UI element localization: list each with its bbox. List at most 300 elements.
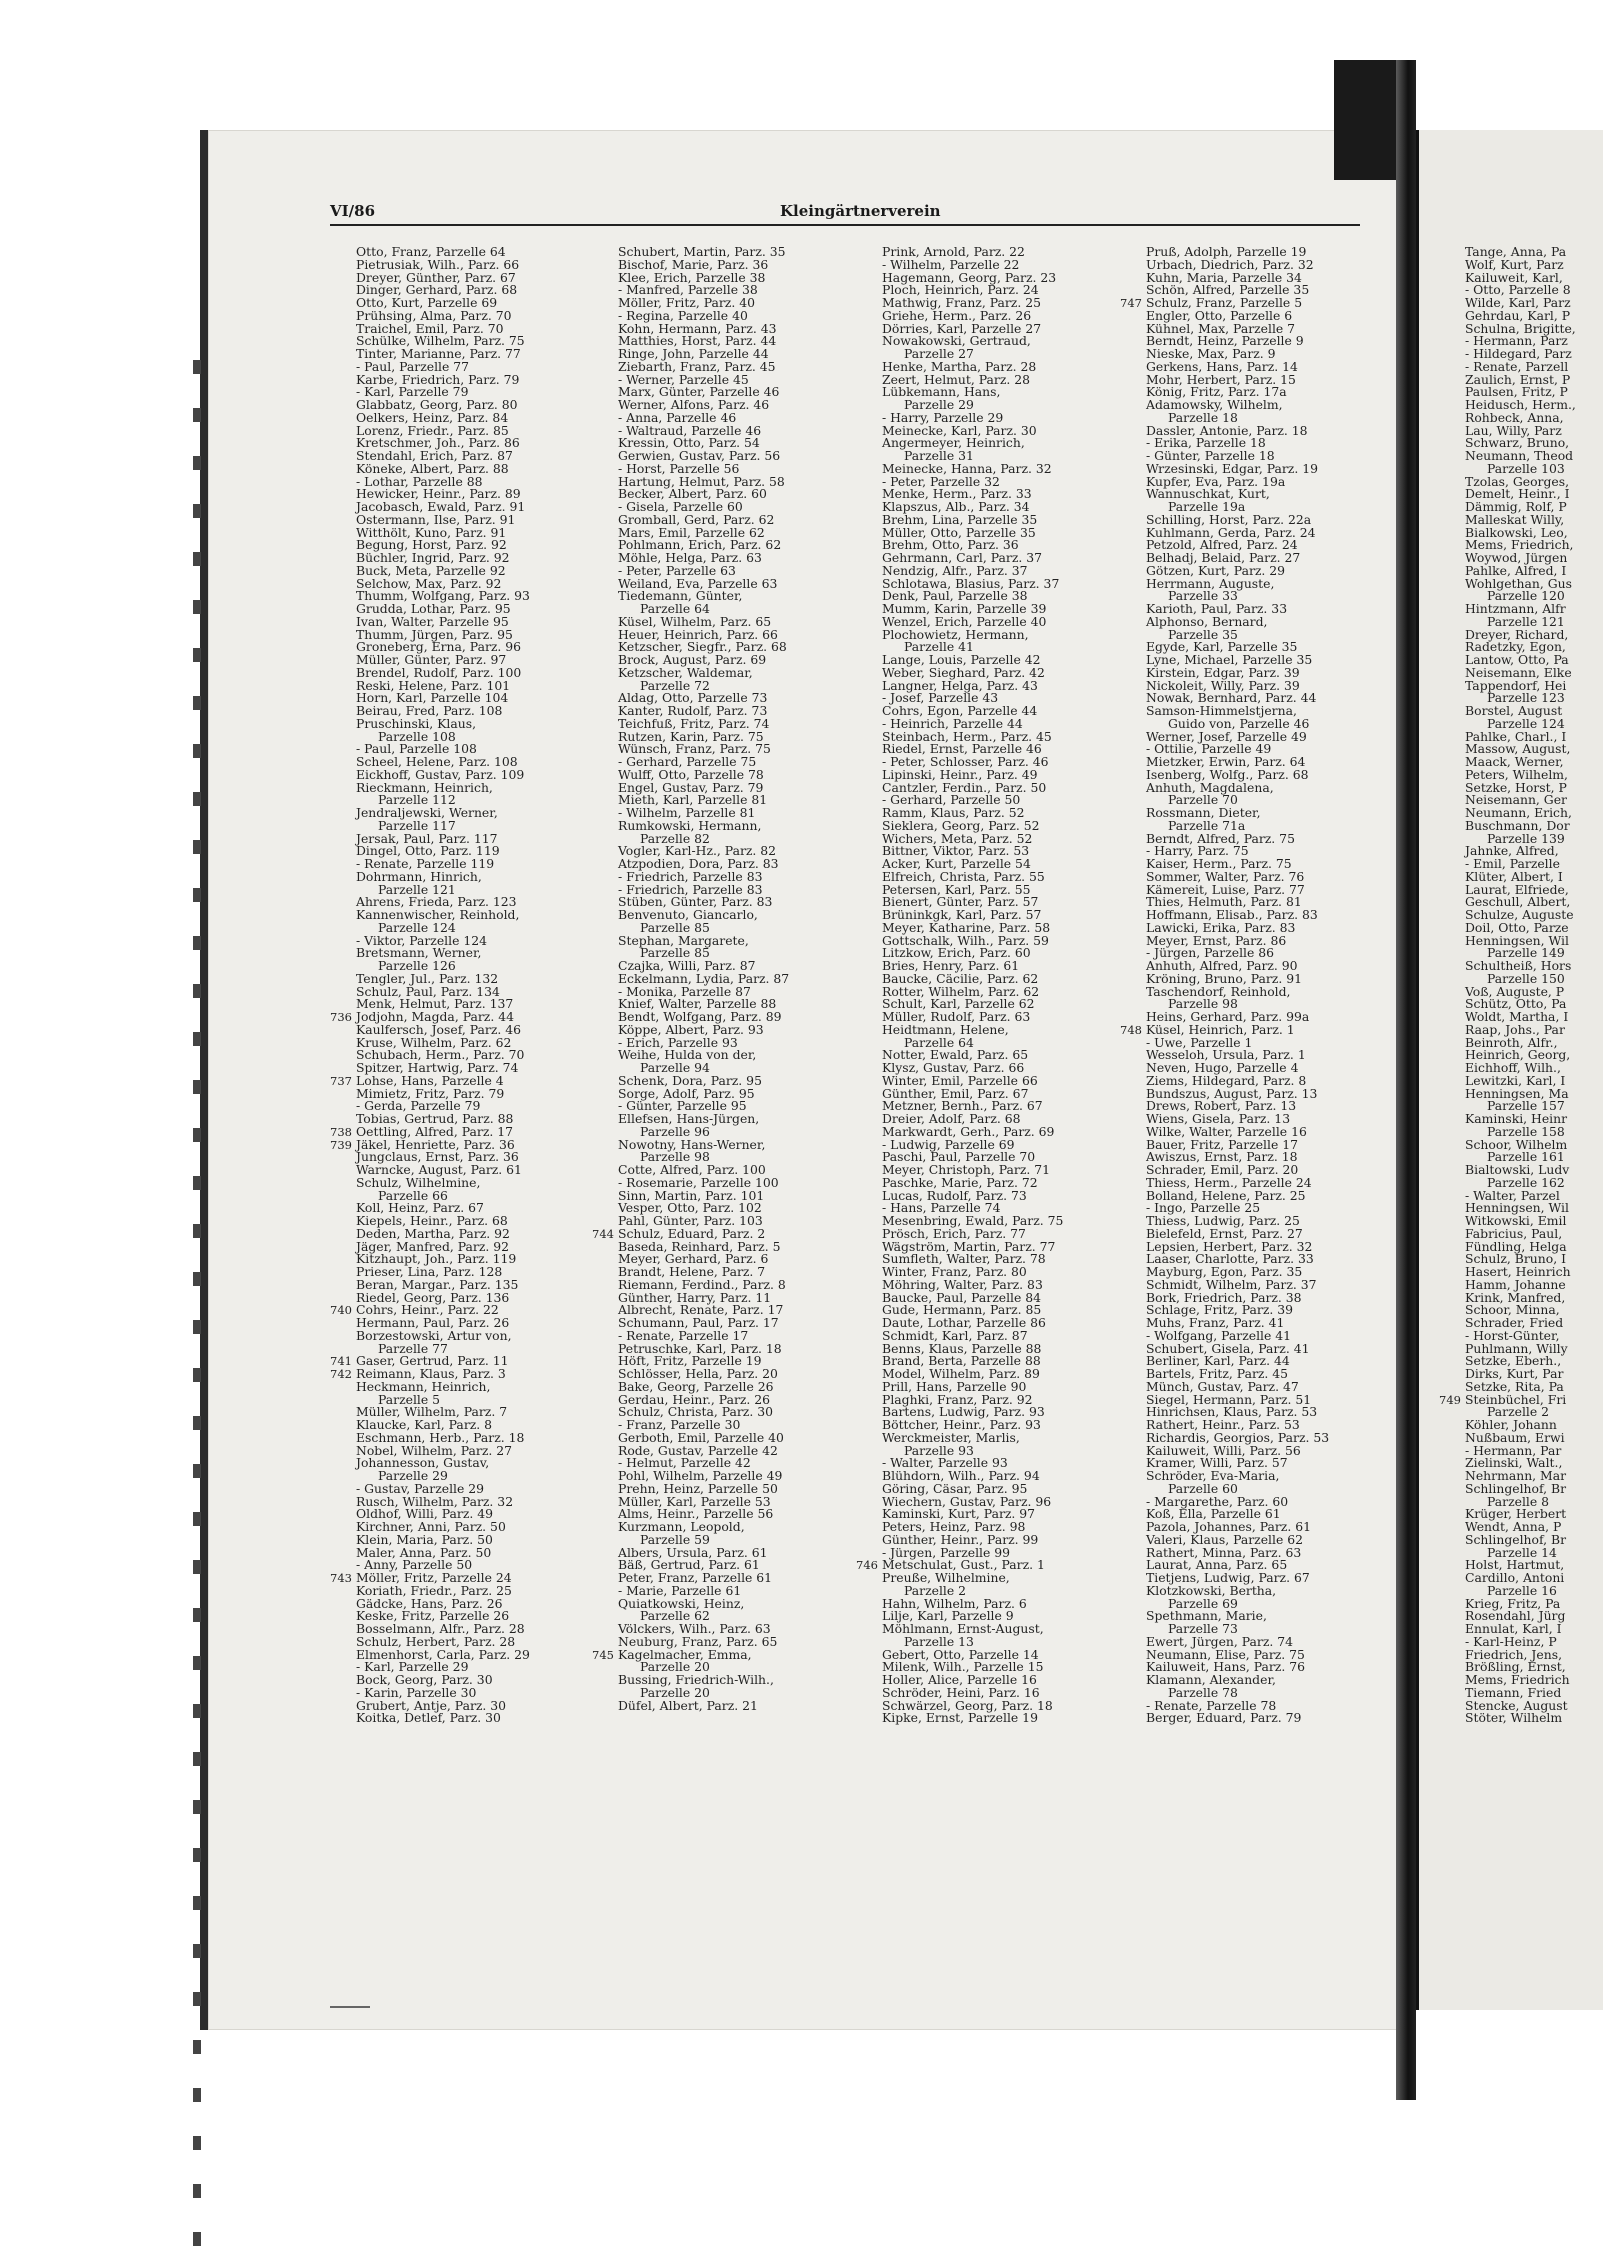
member-entry: Weber, Sieghard, Parz. 42: [882, 664, 1045, 680]
member-entry: Göring, Cäsar, Parz. 95: [882, 1480, 1028, 1496]
member-entry: Lawicki, Erika, Parz. 83: [1146, 919, 1296, 935]
member-entry: Schulz, Wilhelmine,: [356, 1174, 481, 1190]
street-number: 744: [592, 1226, 614, 1241]
member-entry: Neuburg, Franz, Parz. 65: [618, 1633, 778, 1649]
member-entry: Heinrich, Georg,: [1465, 1047, 1571, 1063]
member-entry: Aldag, Otto, Parzelle 73: [618, 690, 768, 706]
member-entry: Lorenz, Friedr., Parz. 85: [356, 422, 509, 438]
member-entry: Mieth, Karl, Parzelle 81: [618, 792, 768, 808]
member-entry: Hamm, Johanne: [1465, 1276, 1566, 1292]
member-entry: Ahrens, Frieda, Parz. 123: [356, 894, 517, 910]
member-entry: Nowotny, Hans-Werner,: [618, 1136, 766, 1152]
member-entry: Dreyer, Richard,: [1465, 626, 1569, 642]
member-entry: Ketzscher, Siegfr., Parz. 68: [618, 639, 787, 655]
member-entry: Anhuth, Alfred, Parz. 90: [1146, 958, 1298, 973]
member-entry: Tietjens, Ludwig, Parz. 67: [1146, 1570, 1310, 1585]
member-entry: Brendel, Rudolf, Parz. 100: [356, 664, 522, 680]
member-entry: Schult, Karl, Parzelle 62: [882, 996, 1035, 1012]
member-entry: Riemann, Ferdind., Parz. 8: [618, 1276, 786, 1292]
member-entry: Tengler, Jul., Parz. 132: [356, 970, 499, 986]
member-entry: Wichers, Meta, Parz. 52: [882, 830, 1033, 846]
member-entry: - Ingo, Parzelle 25: [1146, 1200, 1261, 1216]
member-entry: Sinn, Martin, Parz. 101: [618, 1187, 765, 1203]
member-entry: Parzelle 139: [1487, 830, 1565, 846]
member-entry: - Wilhelm, Parzelle 22: [882, 256, 1020, 272]
member-entry: Wilke, Walter, Parzelle 16: [1146, 1123, 1307, 1139]
member-entry: Kirstein, Edgar, Parz. 39: [1146, 664, 1300, 680]
member-entry: Metzner, Bernh., Parz. 67: [882, 1098, 1043, 1114]
member-entry: Kurzmann, Leopold,: [618, 1519, 745, 1534]
member-entry: Koriath, Friedr., Parz. 25: [356, 1582, 512, 1598]
member-entry: Möller, Fritz, Parzelle 24: [356, 1570, 512, 1585]
member-entry: Pazola, Johannes, Parz. 61: [1146, 1519, 1311, 1534]
member-entry: Sommer, Walter, Parz. 76: [1146, 868, 1305, 884]
member-entry: Sumfleth, Walter, Parz. 78: [882, 1251, 1046, 1267]
member-entry: - Lothar, Parzelle 88: [356, 473, 483, 489]
member-entry: Massow, August,: [1465, 741, 1571, 757]
member-entry: Parzelle 29: [904, 397, 974, 412]
member-entry: Ploch, Heinrich, Parz. 24: [882, 282, 1039, 298]
member-entry: Deden, Martha, Parz. 92: [356, 1225, 510, 1241]
member-entry: Henke, Martha, Parz. 28: [882, 358, 1037, 374]
member-entry: Götzen, Kurt, Parz. 29: [1146, 562, 1286, 578]
member-entry: Heckmann, Heinrich,: [356, 1378, 491, 1394]
member-entry: - Walter, Parzelle 93: [882, 1455, 1008, 1471]
member-entry: Mietzker, Erwin, Parz. 64: [1146, 754, 1306, 769]
member-entry: Dohrmann, Hinrich,: [356, 868, 482, 884]
member-entry: Hermann, Paul, Parz. 26: [356, 1315, 510, 1330]
member-entry: Beirau, Fred, Parz. 108: [356, 703, 503, 718]
member-entry: Schröder, Eva-Maria,: [1146, 1468, 1280, 1483]
member-entry: Wenzel, Erich, Parzelle 40: [882, 613, 1047, 629]
member-entry: Kailuweit, Hans, Parz. 76: [1146, 1659, 1305, 1675]
member-entry: Setzke, Eberh.,: [1465, 1353, 1562, 1369]
member-entry: Zeert, Helmut, Parz. 28: [882, 371, 1031, 387]
member-entry: Parzelle 149: [1487, 945, 1565, 961]
member-entry: Lyne, Michael, Parzelle 35: [1146, 652, 1313, 667]
member-entry: Schmidt, Wilhelm, Parz. 37: [1146, 1276, 1317, 1292]
member-entry: Neumann, Theod: [1465, 448, 1574, 463]
member-entry: Parzelle 126: [378, 958, 456, 973]
member-entry: Kramer, Willi, Parz. 57: [1146, 1455, 1288, 1471]
member-entry: Kohn, Hermann, Parz. 43: [618, 320, 777, 336]
member-entry: Albrecht, Renate, Parz. 17: [618, 1302, 784, 1318]
member-entry: Holler, Alice, Parzelle 16: [882, 1672, 1037, 1687]
member-entry: Benns, Klaus, Parzelle 88: [882, 1340, 1042, 1356]
member-entry: Zielinski, Walt.,: [1465, 1455, 1563, 1471]
member-entry: Siegel, Hermann, Parz. 51: [1146, 1391, 1312, 1407]
member-entry: Adamowsky, Wilhelm,: [1146, 397, 1283, 412]
member-entry: Parzelle 96: [640, 1123, 710, 1139]
list-item: [618, 1697, 878, 1713]
member-entry: Pietrusiak, Wilh., Parz. 66: [356, 256, 520, 272]
member-entry: Peters, Heinz, Parz. 98: [882, 1519, 1026, 1534]
member-entry: Ostermann, Ilse, Parz. 91: [356, 511, 516, 527]
member-entry: Müller, Rudolf, Parz. 63: [882, 1009, 1031, 1024]
member-entry: Parzelle 62: [640, 1608, 710, 1624]
page-reference: VI/86: [330, 202, 376, 220]
member-entry: Düfel, Albert, Parz. 21: [618, 1697, 758, 1713]
member-entry: Thumm, Wolfgang, Parz. 93: [356, 588, 530, 604]
member-entry: Möhle, Helga, Parz. 63: [618, 550, 762, 565]
member-entry: Gerboth, Emil, Parzelle 40: [618, 1429, 784, 1445]
member-entry: Bussing, Friedrich-Wilh.,: [618, 1672, 774, 1687]
member-entry: Mems, Friedrich: [1465, 1672, 1570, 1687]
member-entry: Parzelle 20: [640, 1659, 710, 1675]
member-entry: Schröder, Heini, Parz. 16: [882, 1684, 1040, 1700]
member-entry: Parzelle 124: [378, 919, 456, 935]
member-entry: Koß, Ella, Parzelle 61: [1146, 1506, 1281, 1522]
member-entry: Parzelle 85: [640, 945, 710, 961]
street-number: 749: [1439, 1392, 1461, 1407]
member-entry: Hinrichsen, Klaus, Parz. 53: [1146, 1404, 1318, 1420]
member-entry: Hagemann, Georg, Parz. 23: [882, 269, 1057, 285]
member-entry: Parzelle 78: [1168, 1684, 1238, 1700]
member-entry: Kretschmer, Joh., Parz. 86: [356, 435, 520, 451]
member-entry: Pohlmann, Erich, Parz. 62: [618, 537, 782, 553]
member-entry: Meyer, Ernst, Parz. 86: [1146, 932, 1287, 948]
member-entry: Engler, Otto, Parzelle 6: [1146, 307, 1293, 323]
member-entry: Meinecke, Karl, Parz. 30: [882, 422, 1037, 438]
member-entry: Menk, Helmut, Parz. 137: [356, 996, 514, 1012]
member-entry: Tiemann, Fried: [1465, 1684, 1562, 1700]
member-entry: Alms, Heinr., Parzelle 56: [618, 1506, 774, 1522]
member-entry: Thies, Helmuth, Parz. 81: [1146, 894, 1302, 910]
member-entry: Sieklera, Georg, Parz. 52: [882, 817, 1040, 833]
member-entry: Paulsen, Fritz, P: [1465, 384, 1568, 400]
member-entry: Kanter, Rudolf, Parz. 73: [618, 703, 768, 718]
member-entry: - Heinrich, Parzelle 44: [882, 715, 1023, 731]
member-entry: Pruschinski, Klaus,: [356, 715, 477, 731]
member-entry: Gebert, Otto, Parzelle 14: [882, 1646, 1039, 1662]
member-entry: Parzelle 20: [640, 1684, 710, 1700]
member-entry: Raap, Johs., Par: [1465, 1021, 1565, 1037]
member-entry: Schulna, Brigitte,: [1465, 320, 1576, 336]
member-entry: Baucke, Paul, Parzelle 84: [882, 1289, 1042, 1305]
member-entry: - Gustav, Parzelle 29: [356, 1480, 485, 1496]
member-entry: Witkowski, Emil: [1465, 1213, 1567, 1228]
member-entry: Bielefeld, Ernst, Parz. 27: [1146, 1225, 1303, 1241]
member-entry: Rieckmann, Heinrich,: [356, 779, 493, 795]
member-entry: Rutzen, Karin, Parz. 75: [618, 728, 764, 744]
member-entry: Rathert, Heinr., Parz. 53: [1146, 1417, 1300, 1432]
member-entry: Stencke, August: [1465, 1697, 1568, 1713]
member-entry: Guido von, Parzelle 46: [1168, 715, 1310, 731]
member-entry: Anhuth, Magdalena,: [1146, 779, 1274, 795]
member-entry: Wünsch, Franz, Parz. 75: [618, 741, 771, 757]
member-entry: - Günter, Parzelle 18: [1146, 448, 1275, 463]
member-entry: Steinbach, Herm., Parz. 45: [882, 728, 1052, 744]
member-entry: Parzelle 98: [640, 1149, 710, 1165]
member-entry: Blühdorn, Wilh., Parz. 94: [882, 1468, 1040, 1483]
member-entry: Parzelle 2: [1487, 1404, 1550, 1420]
street-number: 745: [592, 1647, 614, 1662]
member-entry: - Hildegard, Parz: [1465, 346, 1572, 361]
member-entry: Klein, Maria, Parz. 50: [356, 1531, 493, 1547]
member-entry: Klamann, Alexander,: [1146, 1672, 1276, 1687]
member-entry: Preuße, Wilhelmine,: [882, 1570, 1010, 1585]
member-entry: Parzelle 120: [1487, 588, 1565, 604]
member-entry: Lohse, Hans, Parzelle 4: [356, 1072, 504, 1088]
member-entry: - Friedrich, Parzelle 83: [618, 868, 763, 884]
page-header: [330, 198, 1360, 226]
member-entry: Jungclaus, Ernst, Parz. 36: [356, 1149, 519, 1165]
member-entry: Teichfuß, Fritz, Parz. 74: [618, 715, 770, 731]
member-entry: Neisemann, Elke: [1465, 664, 1572, 680]
member-entry: Milenk, Wilh., Parzelle 15: [882, 1659, 1044, 1675]
member-entry: Brößling, Ernst,: [1465, 1659, 1566, 1675]
member-entry: Alphonso, Bernard,: [1146, 613, 1268, 629]
member-entry: Kupfer, Eva, Parz. 19a: [1146, 473, 1286, 489]
member-entry: Meyer, Gerhard, Parz. 6: [618, 1251, 769, 1267]
member-entry: Nehrmann, Mar: [1465, 1468, 1567, 1483]
member-entry: Awiszus, Ernst, Parz. 18: [1146, 1149, 1298, 1165]
member-entry: Friedrich, Jens,: [1465, 1646, 1563, 1662]
member-entry: Parzelle 13: [904, 1633, 974, 1649]
member-entry: Brehm, Lina, Parzelle 35: [882, 511, 1038, 527]
member-entry: Acker, Kurt, Parzelle 54: [882, 856, 1031, 871]
member-entry: Cardillo, Antoni: [1465, 1570, 1565, 1585]
street-number: 748: [1120, 1022, 1142, 1037]
member-entry: Nickoleit, Willy, Parz. 39: [1146, 677, 1300, 693]
member-entry: Urbach, Diedrich, Parz. 32: [1146, 256, 1314, 272]
member-entry: Parzelle 77: [378, 1340, 448, 1356]
member-entry: Baseda, Reinhard, Parz. 5: [618, 1238, 781, 1254]
member-entry: Hahn, Wilhelm, Parz. 6: [882, 1595, 1027, 1611]
member-entry: Henningsen, Wil: [1465, 932, 1569, 948]
member-entry: Setzke, Horst, P: [1465, 779, 1567, 795]
member-column-3: [856, 244, 1142, 1726]
member-entry: Borzestowski, Artur von,: [356, 1327, 512, 1343]
member-entry: Egyde, Karl, Parzelle 35: [1146, 639, 1298, 655]
member-entry: Traichel, Emil, Parz. 70: [356, 320, 504, 336]
member-entry: Gehrmann, Carl, Parz. 37: [882, 550, 1043, 565]
member-entry: Parzelle 123: [1487, 690, 1565, 706]
member-entry: Demelt, Heinr., I: [1465, 486, 1570, 502]
member-entry: Bock, Georg, Parz. 30: [356, 1672, 493, 1687]
member-entry: - Josef, Parzelle 43: [882, 690, 999, 706]
member-entry: Fündling, Helga: [1465, 1238, 1567, 1254]
member-entry: Dingel, Otto, Parz. 119: [356, 843, 500, 859]
member-entry: Pruß, Adolph, Parzelle 19: [1146, 244, 1307, 259]
member-entry: Rode, Gustav, Parzelle 42: [618, 1442, 778, 1458]
list-item: [882, 1712, 1142, 1725]
member-entry: Ewert, Jürgen, Parz. 74: [1146, 1633, 1294, 1649]
member-entry: Plochowietz, Hermann,: [882, 626, 1029, 642]
member-entry: - Harry, Parzelle 29: [882, 409, 1004, 425]
member-entry: Johannesson, Gustav,: [356, 1455, 490, 1471]
member-entry: Mohr, Herbert, Parz. 15: [1146, 371, 1296, 387]
member-entry: Parzelle 29: [378, 1468, 448, 1483]
member-entry: Warncke, August, Parz. 61: [356, 1162, 522, 1177]
street-number: 736: [330, 1010, 352, 1024]
member-entry: Setzke, Rita, Pa: [1465, 1378, 1564, 1394]
member-entry: Scheel, Helene, Parz. 108: [356, 754, 518, 769]
member-entry: Ennulat, Karl, I: [1465, 1621, 1562, 1636]
member-entry: Nobel, Wilhelm, Parz. 27: [356, 1442, 513, 1458]
member-entry: Woywod, Jürgen: [1465, 550, 1568, 565]
member-entry: Wolf, Kurt, Parz: [1465, 256, 1564, 272]
member-entry: Parzelle 27: [904, 346, 974, 361]
member-entry: Schilling, Horst, Parz. 22a: [1146, 511, 1312, 527]
member-entry: Mimietz, Fritz, Parz. 79: [356, 1085, 505, 1101]
member-entry: Selchow, Max, Parz. 92: [356, 575, 502, 591]
member-entry: Köppe, Albert, Parz. 93: [618, 1021, 764, 1037]
member-entry: Metschulat, Gust., Parz. 1: [882, 1557, 1045, 1573]
member-entry: - Jürgen, Parzelle 99: [882, 1544, 1011, 1560]
street-number: 741: [330, 1354, 352, 1369]
member-entry: Dirks, Kurt, Par: [1465, 1366, 1564, 1381]
member-entry: Berger, Eduard, Parz. 79: [1146, 1710, 1302, 1726]
member-entry: Ziems, Hildegard, Parz. 8: [1146, 1072, 1307, 1088]
member-entry: Parzelle 108: [378, 728, 456, 744]
member-entry: Parzelle 60: [1168, 1480, 1238, 1496]
member-entry: Schulz, Eduard, Parz. 2: [618, 1225, 766, 1241]
member-entry: Parzelle 64: [904, 1034, 974, 1050]
member-entry: Beinroth, Alfr.,: [1465, 1034, 1558, 1050]
street-number: 738: [330, 1124, 352, 1139]
member-entry: - Jürgen, Parzelle 86: [1146, 945, 1275, 961]
member-entry: Neven, Hugo, Parzelle 4: [1146, 1060, 1299, 1075]
member-entry: Borstel, August: [1465, 703, 1563, 718]
member-entry: Dreier, Adolf, Parz. 68: [882, 1111, 1021, 1126]
member-entry: Marx, Günter, Parzelle 46: [618, 384, 780, 400]
member-entry: - Peter, Schlosser, Parz. 46: [882, 754, 1049, 769]
member-entry: - Emil, Parzelle: [1465, 856, 1560, 871]
member-entry: Witthölt, Kuno, Parz. 91: [356, 524, 507, 540]
member-entry: Parzelle 85: [640, 919, 710, 935]
member-entry: Schoor, Wilhelm: [1465, 1136, 1568, 1152]
member-entry: Schultheiß, Hors: [1465, 958, 1572, 973]
member-entry: Neisemann, Ger: [1465, 792, 1567, 808]
member-entry: Bolland, Helene, Parz. 25: [1146, 1187, 1306, 1203]
member-entry: Nowakowski, Gertraud,: [882, 333, 1031, 349]
member-entry: Peters, Wilhelm,: [1465, 766, 1568, 782]
member-entry: Angermeyer, Heinrich,: [882, 435, 1025, 451]
member-entry: Gädcke, Hans, Parz. 26: [356, 1595, 503, 1611]
member-entry: Neumann, Elise, Parz. 75: [1146, 1646, 1305, 1662]
member-entry: Kaulfersch, Josef, Parz. 46: [356, 1021, 521, 1037]
member-entry: König, Fritz, Parz. 17a: [1146, 384, 1287, 400]
member-entry: Schülke, Wilhelm, Parz. 75: [356, 333, 525, 349]
member-entry: Stüben, Günter, Parz. 83: [618, 894, 773, 910]
member-entry: Kirchner, Anni, Parz. 50: [356, 1519, 506, 1534]
member-entry: - Renate, Parzell: [1465, 358, 1569, 374]
member-entry: Ramm, Klaus, Parz. 52: [882, 805, 1025, 820]
member-entry: Begung, Horst, Parz. 92: [356, 537, 507, 553]
member-entry: Dinger, Gerhard, Parz. 68: [356, 282, 518, 298]
street-number: 740: [330, 1303, 352, 1318]
member-entry: Paschi, Paul, Parzelle 70: [882, 1149, 1036, 1165]
member-entry: Dämmig, Rolf, P: [1465, 499, 1567, 514]
member-entry: Bittner, Viktor, Parz. 53: [882, 843, 1030, 859]
member-entry: Schulz, Christa, Parz. 30: [618, 1404, 773, 1420]
member-entry: Werner, Alfons, Parz. 46: [618, 397, 770, 412]
member-entry: Hintzmann, Alfr: [1465, 601, 1566, 616]
member-entry: Möller, Fritz, Parz. 40: [618, 295, 755, 310]
member-entry: Parzelle 117: [378, 817, 456, 833]
member-entry: Schwarz, Bruno,: [1465, 435, 1570, 451]
member-entry: Prühsing, Alma, Parz. 70: [356, 307, 512, 323]
member-entry: Otto, Kurt, Parzelle 69: [356, 295, 498, 310]
member-entry: Gerkens, Hans, Parz. 14: [1146, 358, 1298, 374]
member-entry: Czajka, Willi, Parz. 87: [618, 958, 756, 973]
member-entry: Schulz, Herbert, Parz. 28: [356, 1633, 516, 1649]
member-entry: Tiedemann, Günter,: [618, 588, 743, 604]
member-entry: Dörries, Karl, Parzelle 27: [882, 320, 1042, 336]
member-entry: Taschendorf, Reinhold,: [1146, 983, 1291, 999]
member-entry: Thiess, Ludwig, Parz. 25: [1146, 1213, 1300, 1228]
member-entry: Woldt, Martha, I: [1465, 1009, 1569, 1024]
member-entry: Eckelmann, Lydia, Parz. 87: [618, 970, 790, 986]
member-entry: Rumkowski, Hermann,: [618, 817, 762, 833]
member-entry: Brüninkgk, Karl, Parz. 57: [882, 907, 1042, 922]
member-entry: Brehm, Otto, Parz. 36: [882, 537, 1019, 553]
member-entry: Rathert, Minna, Parz. 63: [1146, 1544, 1302, 1560]
member-entry: Schmidt, Karl, Parz. 87: [882, 1327, 1028, 1343]
member-entry: Karbe, Friedrich, Parz. 79: [356, 371, 520, 387]
member-entry: Henningsen, Ma: [1465, 1085, 1569, 1101]
member-entry: Bialkowski, Leo,: [1465, 524, 1568, 540]
member-entry: Parzelle 161: [1487, 1149, 1565, 1165]
member-entry: Parzelle 35: [1168, 626, 1238, 642]
member-entry: Karioth, Paul, Parz. 33: [1146, 601, 1288, 616]
member-entry: Rusch, Wilhelm, Parz. 32: [356, 1493, 514, 1509]
member-entry: Parzelle 31: [904, 448, 974, 463]
member-entry: Spitzer, Hartwig, Parz. 74: [356, 1060, 519, 1075]
member-entry: Krink, Manfred,: [1465, 1289, 1566, 1305]
member-entry: Kannenwischer, Reinhold,: [356, 907, 520, 922]
member-entry: Parzelle 93: [904, 1442, 974, 1458]
member-entry: Klapszus, Alb., Parz. 34: [882, 499, 1030, 514]
member-entry: Kuhlmann, Gerda, Parz. 24: [1146, 524, 1316, 540]
member-entry: Schubach, Herm., Parz. 70: [356, 1047, 525, 1063]
member-entry: Knief, Walter, Parzelle 88: [618, 996, 777, 1012]
member-entry: Jodjohn, Magda, Parz. 44: [356, 1009, 514, 1024]
member-entry: - Erich, Parzelle 93: [618, 1034, 738, 1050]
member-entry: Parzelle 150: [1487, 970, 1565, 986]
street-number: 737: [330, 1073, 352, 1088]
member-entry: Laurat, Anna, Parz. 65: [1146, 1557, 1288, 1573]
member-entry: Reimann, Klaus, Parz. 3: [356, 1366, 506, 1381]
member-entry: Menke, Herm., Parz. 33: [882, 486, 1032, 502]
member-entry: Riedel, Georg, Parz. 136: [356, 1289, 510, 1305]
member-entry: Bialtowski, Ludv: [1465, 1162, 1570, 1177]
member-entry: Schulz, Paul, Parz. 134: [356, 983, 500, 999]
member-entry: Bischof, Marie, Parz. 36: [618, 256, 769, 272]
member-entry: Vesper, Otto, Parz. 102: [618, 1200, 762, 1216]
member-entry: Werner, Josef, Parzelle 49: [1146, 728, 1307, 744]
member-entry: - Karin, Parzelle 30: [356, 1684, 477, 1700]
member-entry: Kaminski, Kurt, Parz. 97: [882, 1506, 1036, 1522]
member-entry: Pahlke, Charl., I: [1465, 728, 1567, 744]
member-entry: Grubert, Antje, Parz. 30: [356, 1697, 507, 1713]
member-entry: Parzelle 73: [1168, 1621, 1238, 1636]
member-entry: Ziebarth, Franz, Parz. 45: [618, 358, 776, 374]
member-entry: Wägström, Martin, Parz. 77: [882, 1238, 1056, 1254]
member-entry: Parzelle 162: [1487, 1174, 1565, 1190]
member-entry: Parzelle 14: [1487, 1544, 1557, 1560]
member-entry: Völckers, Wilh., Parz. 63: [618, 1621, 771, 1636]
member-entry: Schulze, Auguste: [1465, 907, 1574, 922]
member-entry: Müller, Wilhelm, Parz. 7: [356, 1404, 508, 1420]
member-entry: Doil, Otto, Parze: [1465, 919, 1569, 935]
member-entry: - Gisela, Parzelle 60: [618, 499, 743, 514]
member-entry: Lucas, Rudolf, Parz. 73: [882, 1187, 1027, 1203]
member-entry: Petruschke, Karl, Parz. 18: [618, 1340, 782, 1356]
street-number: 742: [330, 1367, 352, 1381]
member-entry: Parzelle 70: [1168, 792, 1238, 808]
